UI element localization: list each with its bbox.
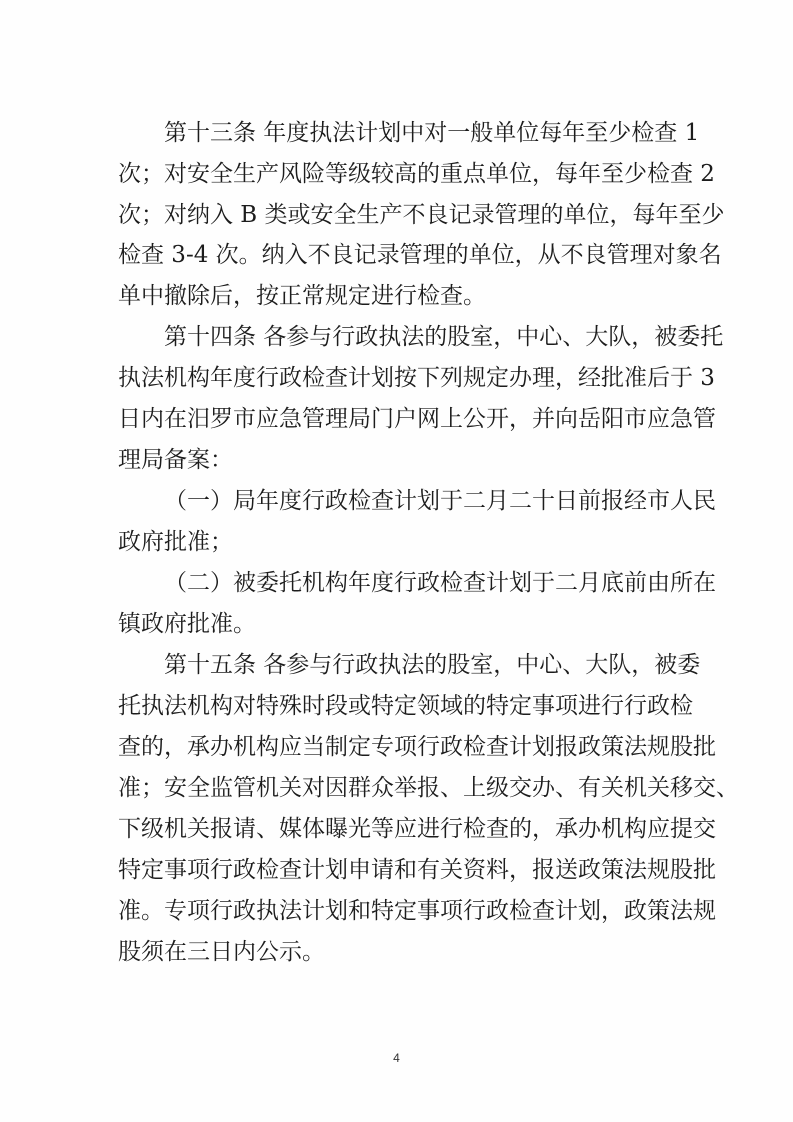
item-1-line-2: 政府批准； [118,529,233,555]
article-14-line-2: 执法机构年度行政检查计划按下列规定办理，经批准后于 3 [118,365,715,391]
article-15-line-1: 第十五条 各参与行政执法的股室，中心、大队，被委 [164,652,701,678]
article-15-line-4: 准；安全监管机关对因群众举报、上级交办、有关机关移交、 [118,775,739,801]
article-15-line-7: 准。专项行政执法计划和特定事项行政检查计划，政策法规 [118,898,716,924]
article-15-line-8: 股须在三日内公示。 [118,939,325,965]
page-number: 4 [393,1051,400,1065]
article-15-line-6: 特定事项行政检查计划申请和有关资料，报送政策法规股批 [118,857,716,883]
article-13-line-1: 第十三条 年度执法计划中对一般单位每年至少检查 1 [164,120,700,146]
article-13-line-4: 检查 3-4 次。纳入不良记录管理的单位，从不良管理对象名 [118,242,722,268]
item-2-line-1: （二）被委托机构年度行政检查计划于二月底前由所在 [164,570,716,596]
article-14-line-4: 理局备案： [118,447,233,473]
article-15-line-3: 查的，承办机构应当制定专项行政检查计划报政策法规股批 [118,734,716,760]
article-14-line-3: 日内在汨罗市应急管理局门户网上公开，并向岳阳市应急管 [118,406,716,432]
article-13-line-5: 单中撤除后，按正常规定进行检查。 [118,283,486,309]
article-14-line-1: 第十四条 各参与行政执法的股室，中心、大队，被委托 [164,324,724,350]
article-15-line-2: 托执法机构对特殊时段或特定领域的特定事项进行行政检 [118,693,693,719]
item-1-line-1: （一）局年度行政检查计划于二月二十日前报经市人民 [164,488,716,514]
article-13-line-2: 次；对安全生产风险等级较高的重点单位，每年至少检查 2 [118,161,715,187]
item-2-line-2: 镇政府批准。 [118,611,256,637]
article-13-line-3: 次；对纳入 B 类或安全生产不良记录管理的单位，每年至少 [118,202,725,228]
article-15-line-5: 下级机关报请、媒体曝光等应进行检查的，承办机构应提交 [118,816,716,842]
